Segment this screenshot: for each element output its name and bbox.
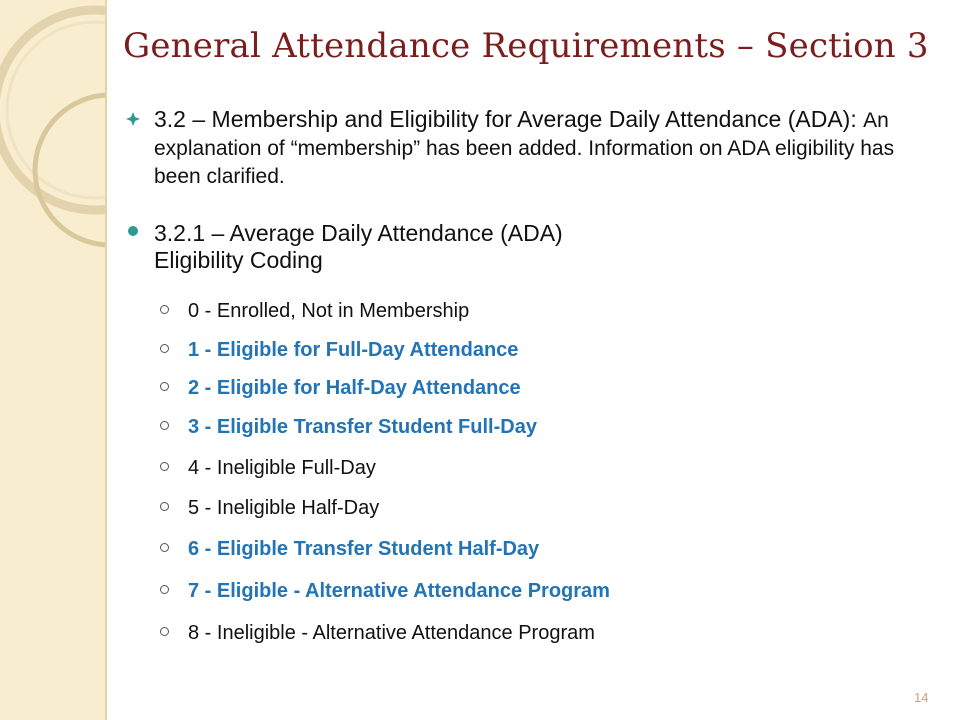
ring-bullet-icon: [160, 305, 169, 314]
code-item-label: 3 - Eligible Transfer Student Full-Day: [188, 416, 537, 438]
bullet-membership-eligibility: [154, 106, 924, 190]
code-item-label: 2 - Eligible for Half-Day Attendance: [188, 377, 521, 399]
bullet-ada-subheading: Eligibility Coding: [154, 247, 323, 273]
code-item-label: 4 - Ineligible Full-Day: [188, 457, 376, 479]
ring-bullet-icon: [160, 462, 169, 471]
bullet-lead-text: 3.2 – Membership and Eligibility for Average Daily Attendance (ADA):: [154, 106, 857, 132]
ring-bullet-icon: [160, 585, 169, 594]
bullet-body-text: An explanation of “membership” has been added. Information on ADA eligibility has been clarified.: [154, 109, 895, 188]
ring-bullet-icon: [160, 382, 169, 391]
ring-bullet-icon: [160, 344, 169, 353]
code-item-label: 8 - Ineligible - Alternative Attendance Program: [188, 622, 595, 644]
code-item-0: [160, 299, 860, 323]
round-bullet-icon: [128, 226, 138, 236]
code-item-7: [160, 579, 860, 603]
code-item-4: [160, 456, 860, 480]
code-item-label: 5 - Ineligible Half-Day: [188, 497, 380, 519]
code-item-label: 7 - Eligible - Alternative Attendance Program: [188, 580, 610, 602]
ring-bullet-icon: [160, 627, 169, 636]
code-item-1: [160, 338, 860, 362]
code-item-2: [160, 376, 860, 400]
ring-bullet-icon: [160, 502, 169, 511]
ring-bullet-icon: [160, 543, 169, 552]
diamond-bullet-icon: [126, 112, 140, 126]
code-item-5: [160, 496, 860, 520]
code-item-label: 1 - Eligible for Full-Day Attendance: [188, 339, 519, 361]
ring-bullet-icon: [160, 421, 169, 430]
bullet-ada-coding: [154, 220, 924, 274]
code-item-6: [160, 537, 860, 561]
code-item-8: [160, 621, 860, 645]
bullet-ada-heading: 3.2.1 – Average Daily Attendance (ADA): [154, 220, 563, 246]
code-item-3: [160, 415, 860, 439]
slide-title: General Attendance Requirements – Section 3: [123, 26, 929, 66]
code-item-label: 0 - Enrolled, Not in Membership: [188, 300, 470, 322]
code-item-label: 6 - Eligible Transfer Student Half-Day: [188, 538, 540, 560]
page-number: 14: [914, 690, 929, 705]
